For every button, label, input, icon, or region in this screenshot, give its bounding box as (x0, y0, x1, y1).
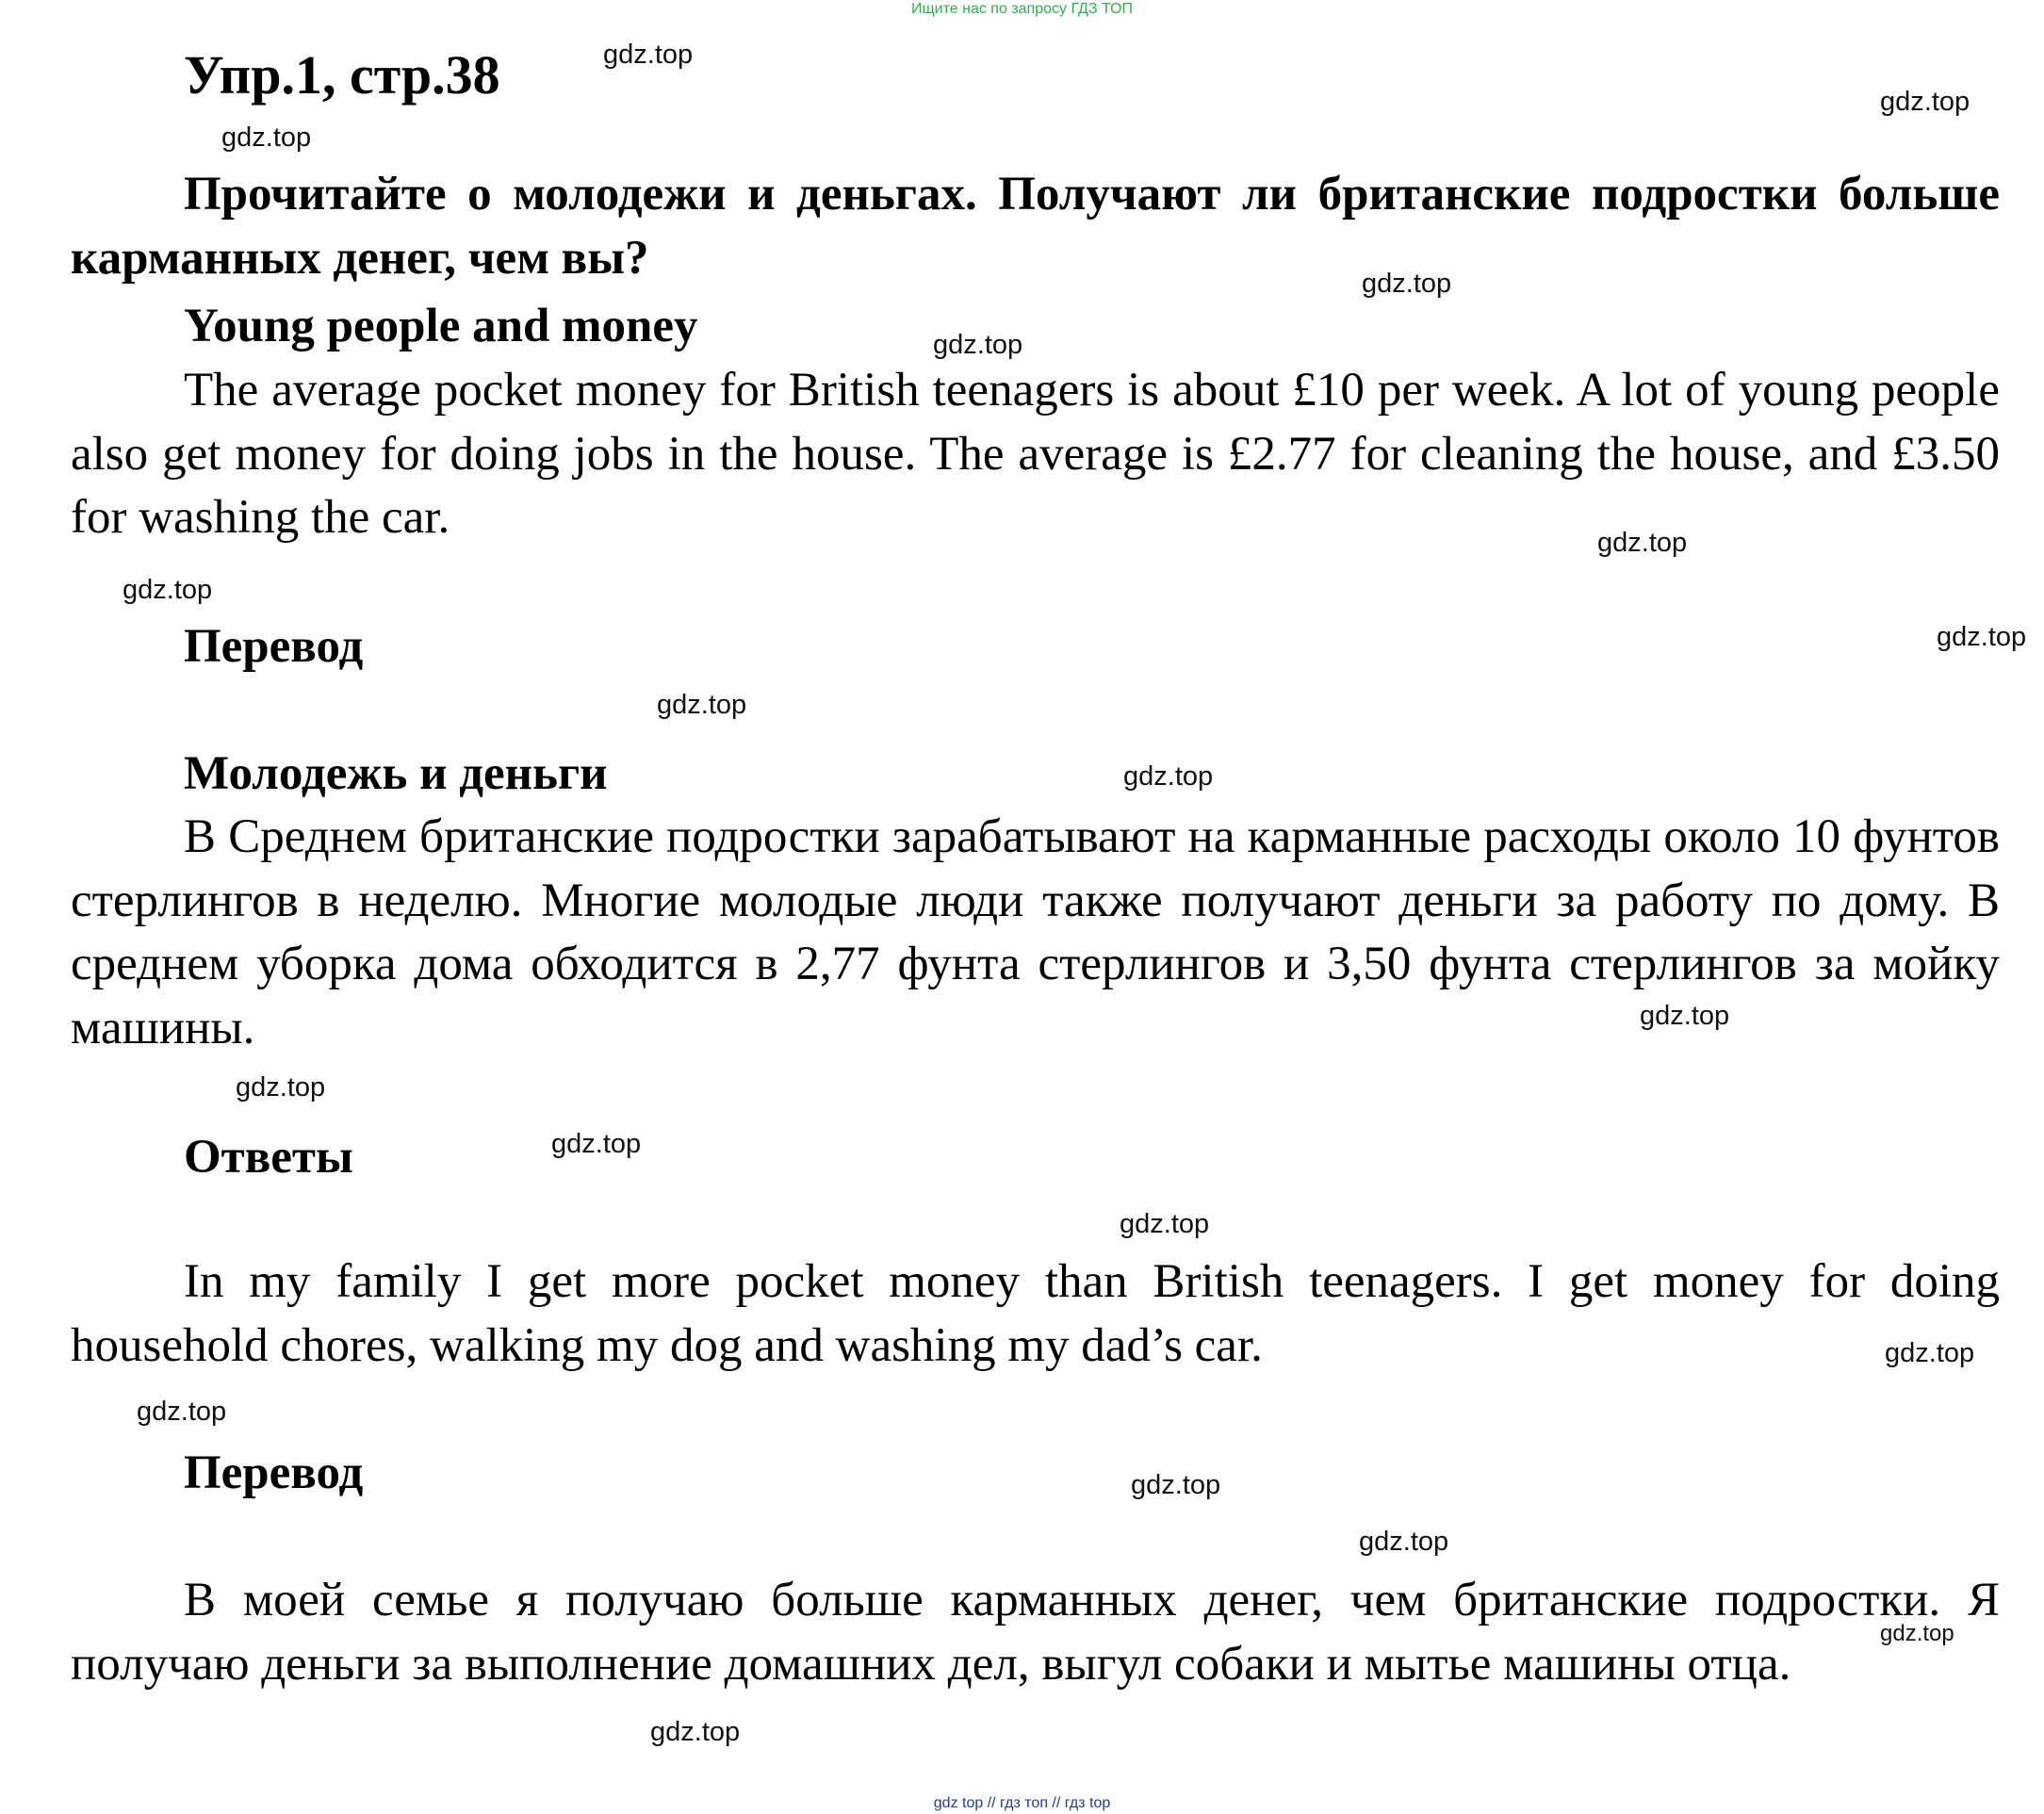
watermark: gdz.top (650, 1717, 741, 1747)
answer-translation: В моей семье я получаю больше карманных денег, чем британские подростки. Я получаю деньги за выполнение домашних дел, выгул собаки и мытье машины отца. (71, 1574, 2000, 1691)
watermark: gdz.top (221, 123, 312, 153)
watermark: gdz.top (1362, 269, 1452, 299)
watermark: gdz.top (137, 1397, 227, 1427)
watermark: gdz.top (603, 40, 694, 70)
watermark: gdz.top (1131, 1470, 1221, 1500)
watermark: gdz.top (236, 1072, 326, 1103)
watermark: gdz.top (1937, 622, 2027, 652)
watermark: gdz.top (1880, 87, 1970, 117)
watermark: gdz.top (551, 1129, 642, 1159)
answer-body: In my family I get more pocket money than British teenagers. I get money for doing household chores, walking my dog and washing my dad’s car. (71, 1255, 2000, 1372)
watermark: gdz.top (123, 575, 213, 605)
watermark: gdz.top (1640, 1001, 1730, 1031)
top-banner: Ищите нас по запросу ГДЗ ТОП (911, 1, 1133, 17)
watermark: gdz.top (1880, 1621, 1954, 1646)
watermark: gdz.top (1597, 528, 1688, 558)
watermark: gdz.top (933, 330, 1023, 360)
translation-label-1: Перевод (184, 620, 364, 673)
task-text: Прочитайте о молодежи и деньгах. Получают ли британские подростки больше карманных денег, чем вы? (71, 168, 2000, 285)
watermark: gdz.top (1359, 1527, 1449, 1557)
watermark: gdz.top (657, 690, 747, 720)
exercise-title: Упр.1, стр.38 (184, 44, 500, 106)
watermark: gdz.top (1120, 1209, 1210, 1239)
translation-heading: Молодежь и деньги (184, 747, 608, 800)
translation-label-2: Перевод (184, 1446, 364, 1499)
footer: gdz top // гдз топ // гдз top (933, 1795, 1111, 1811)
answers-label: Ответы (184, 1131, 353, 1184)
text-body: The average pocket money for British teenagers is about £10 per week. A lot of young people also get money for doing jobs in the house. The average is £2.77 for cleaning the house, and £3.50 for washing the car. (71, 364, 2000, 544)
translation-body: В Среднем британские подростки зарабатывают на карманные расходы около 10 фунтов стерлингов в неделю. Многие молодые люди также получают деньги за работу по дому. В среднем уборка дома обходится в 2,77 фунта стерлингов и 3,50 фунта стерлингов за мойку машины. (71, 810, 2000, 1054)
watermark: gdz.top (1885, 1338, 1975, 1368)
text-heading: Young people and money (184, 300, 698, 352)
watermark: gdz.top (1123, 761, 1214, 792)
